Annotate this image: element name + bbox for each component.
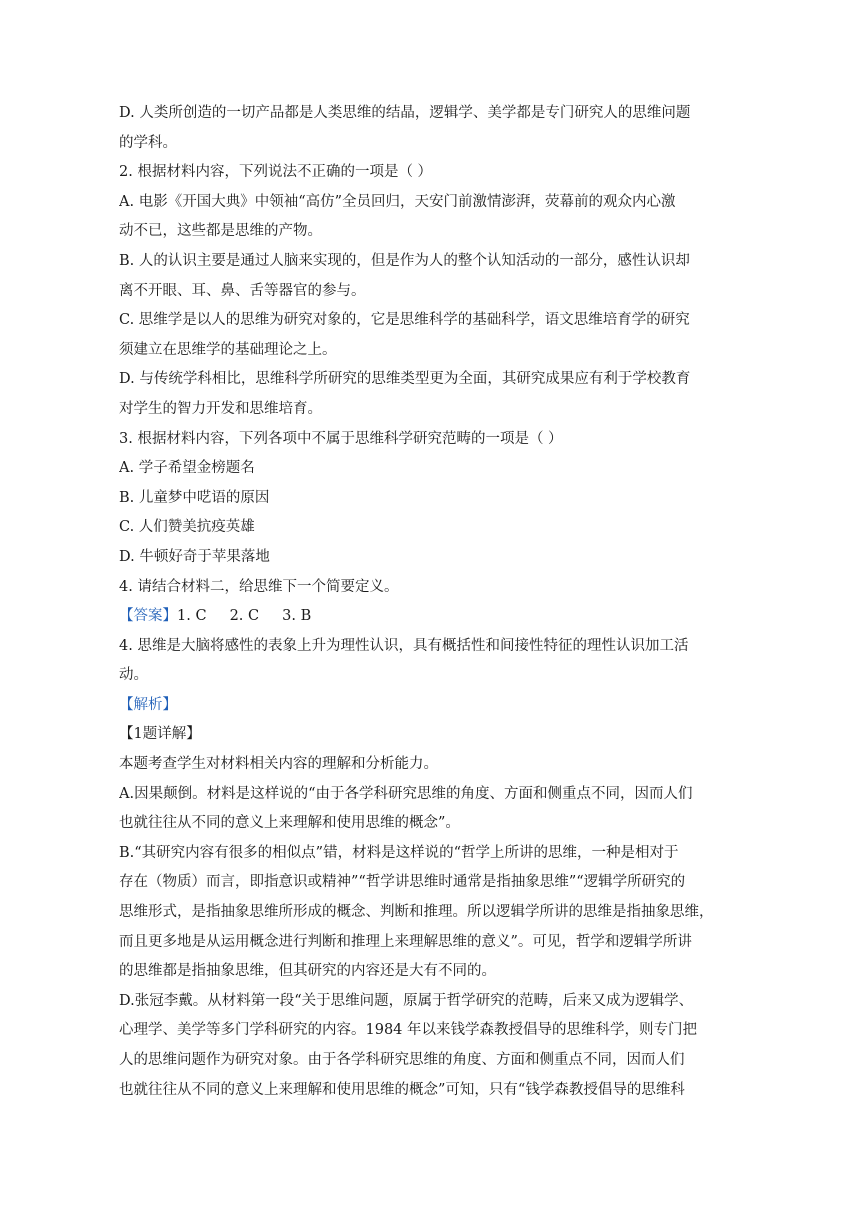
answer-label: 【答案】 xyxy=(119,608,177,625)
option-1d-line-2: 的学科。 xyxy=(119,134,177,151)
detail-heading: 【1题详解】 xyxy=(119,726,201,743)
option-3c: C. 人们赞美抗疫英雄 xyxy=(119,519,255,536)
detail-intro: 本题考查学生对材料相关内容的理解和分析能力。 xyxy=(119,756,438,773)
detail-d-line-4: 也就往往从不同的意义上来理解和使用思维的概念”可知，只有“钱学森教授倡导的思维科 xyxy=(119,1081,685,1098)
option-2c-line-1: C. 思维学是以人的思维为研究对象的，它是思维科学的基础科学，语文思维培育学的研究 xyxy=(119,312,690,329)
option-2d-line-1: D. 与传统学科相比，思维科学所研究的思维类型更为全面，其研究成果应有利于学校教育 xyxy=(119,371,691,388)
document-page xyxy=(119,99,741,1105)
option-3b: B. 儿童梦中呓语的原因 xyxy=(119,489,270,506)
option-2c-line-2: 须建立在思维学的基础理论之上。 xyxy=(119,341,337,358)
option-2d-line-2: 对学生的智力开发和思维培育。 xyxy=(119,400,322,417)
detail-b-line-4: 而且更多地是从运用概念进行判断和推理上来理解思维的意义”。可见，哲学和逻辑学所讲 xyxy=(119,933,692,950)
detail-b-line-1: B.“其研究内容有很多的相似点”错，材料是这样说的“哲学上所讲的思维，一种是相对于 xyxy=(119,844,679,861)
question-4: 4. 请结合材料二，给思维下一个简要定义。 xyxy=(119,578,399,595)
detail-b-line-2: 存在（物质）而言，即指意识或精神”“哲学讲思维时通常是指抽象思维”“逻辑学所研究的 xyxy=(119,874,686,891)
option-2a-line-2: 动不已，这些都是思维的产物。 xyxy=(119,223,322,240)
detail-a-line-1: A.因果颠倒。材料是这样说的“由于各学科研究思维的角度、方面和侧重点不同，因而人们 xyxy=(119,785,693,802)
option-2a-line-1: A. 电影《开国大典》中领袖“高仿”全员回归，天安门前激情澎湃，荧幕前的观众内心激 xyxy=(119,193,676,210)
answer-4-line-2: 动。 xyxy=(119,667,148,684)
option-2b-line-2: 离不开眼、耳、鼻、舌等器官的参与。 xyxy=(119,282,366,299)
option-1d-line-1: D. 人类所创造的一切产品都是人类思维的结晶，逻辑学、美学都是专门研究人的思维问题 xyxy=(119,105,691,121)
option-3d: D. 牛顿好奇于苹果落地 xyxy=(119,548,270,565)
answer-4-line-1: 4. 思维是大脑将感性的表象上升为理性认识，具有概括性和间接性特征的理性认识加工活 xyxy=(119,637,689,654)
detail-d-line-1: D.张冠李戴。从材料第一段“关于思维问题，原属于哲学研究的范畴，后来又成为逻辑学、 xyxy=(119,992,694,1009)
analysis-line xyxy=(119,691,741,721)
answer-line xyxy=(119,602,741,632)
option-3a: A. 学子希望金榜题名 xyxy=(119,460,255,477)
detail-b-line-5: 的思维都是指抽象思维，但其研究的内容还是大有不同的。 xyxy=(119,963,496,980)
answer-text: 1. C 2. C 3. B xyxy=(177,608,312,625)
option-2b-line-1: B. 人的认识主要是通过人脑来实现的，但是作为人的整个认知活动的一部分，感性认识却 xyxy=(119,252,690,269)
analysis-label: 【解析】 xyxy=(119,696,177,713)
question-2: 2. 根据材料内容，下列说法不正确的一项是（ ） xyxy=(119,164,433,181)
detail-d-line-2: 心理学、美学等多门学科研究的内容。1984 年以来钱学森教授倡导的思维科学，则专门把 xyxy=(119,1022,698,1039)
question-3: 3. 根据材料内容，下列各项中不属于思维科学研究范畴的一项是（ ） xyxy=(119,430,563,447)
detail-a-line-2: 也就往往从不同的意义上来理解和使用思维的概念”。 xyxy=(119,815,460,832)
detail-d-line-3: 人的思维问题作为研究对象。由于各学科研究思维的角度、方面和侧重点不同，因而人们 xyxy=(119,1052,685,1068)
detail-b-line-3: 思维形式，是指抽象思维所形成的概念、判断和推理。所以逻辑学所讲的思维是指抽象思维， xyxy=(119,904,714,921)
